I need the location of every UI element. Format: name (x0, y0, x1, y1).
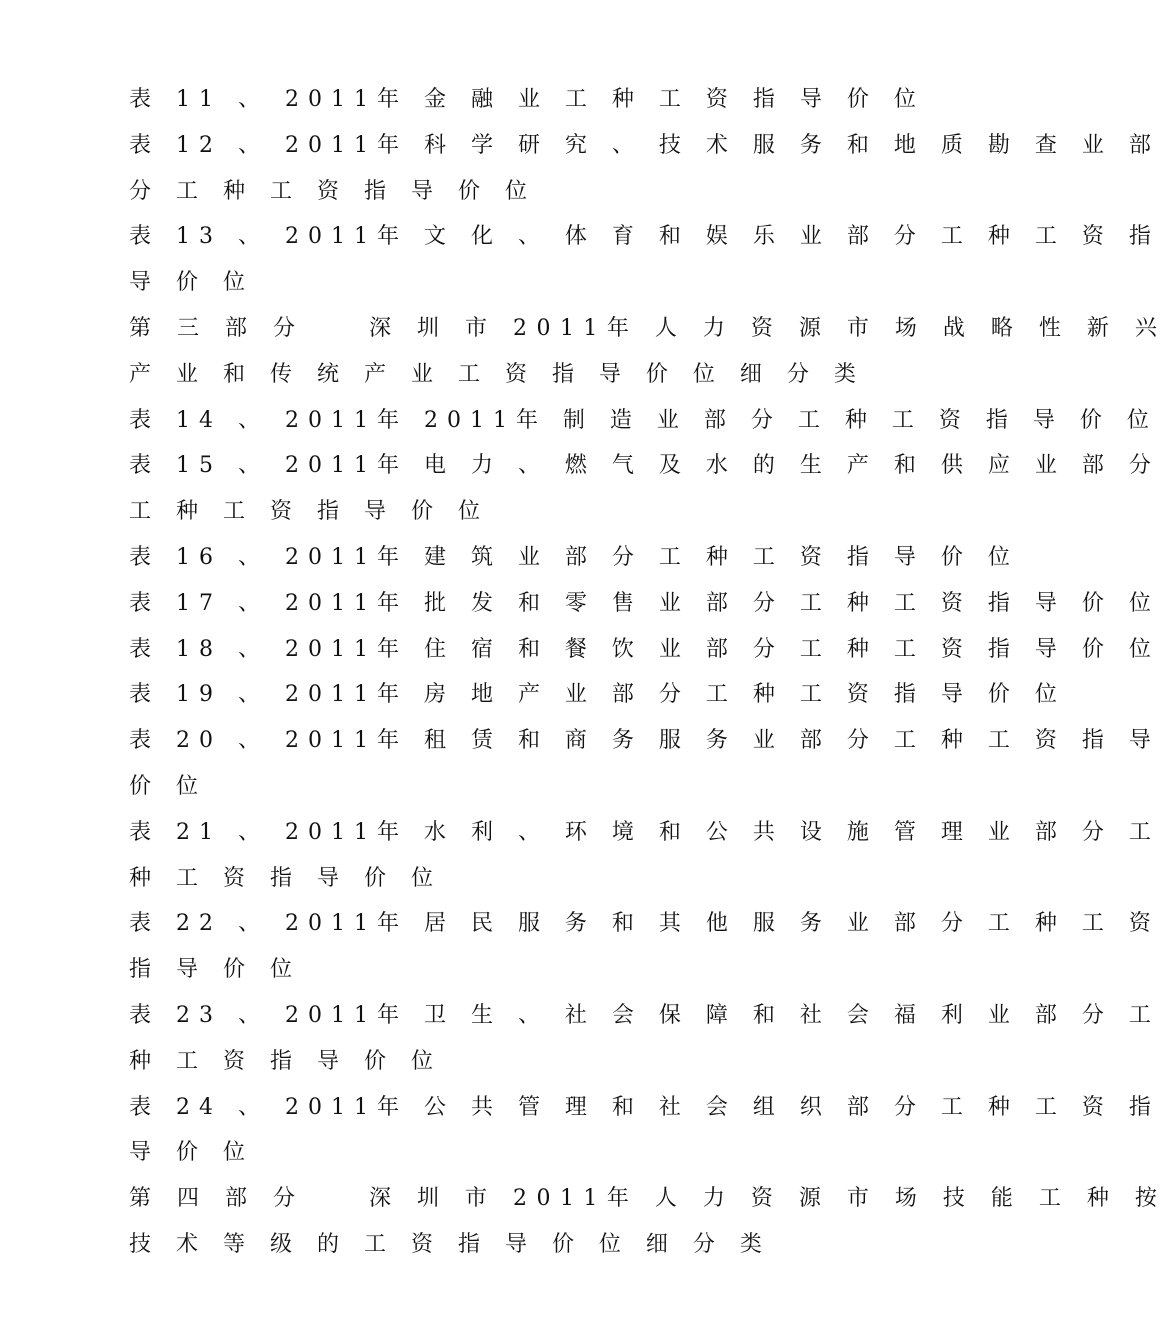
toc-entry-table-14: 表 14 、 2011年 2011年 制 造 业 部 分 工 种 工 资 指 导 价 位 (129, 407, 1158, 433)
toc-entry-table-17: 表 17 、 2011年 批 发 和 零 售 业 部 分 工 种 工 资 指 导 价 位 (129, 590, 1160, 616)
toc-entry-table-13-cont: 导 价 位 (129, 270, 254, 296)
toc-entry-table-24: 表 24 、 2011年 公 共 管 理 和 社 会 组 织 部 分 工 种 工 资 指 (129, 1094, 1160, 1120)
toc-entry-table-23: 表 23 、 2011年 卫 生 、 社 会 保 障 和 社 会 福 利 业 部 分 工 (129, 1002, 1160, 1028)
toc-entry-table-22: 表 22 、 2011年 居 民 服 务 和 其 他 服 务 业 部 分 工 种 工 资 (129, 911, 1160, 937)
toc-part-four-heading: 第 四 部 分 深 圳 市 2011年 人 力 资 源 市 场 技 能 工 种 按 (129, 1186, 1166, 1212)
table-of-contents (129, 77, 1166, 1268)
toc-entry-table-19: 表 19 、 2011年 房 地 产 业 部 分 工 种 工 资 指 导 价 位 (129, 682, 1066, 708)
toc-entry-table-15-cont: 工 种 工 资 指 导 价 位 (129, 499, 489, 525)
toc-entry-table-24-cont: 导 价 位 (129, 1140, 254, 1166)
toc-part-four-heading-cont: 技 术 等 级 的 工 资 指 导 价 位 细 分 类 (129, 1231, 771, 1257)
toc-entry-table-18: 表 18 、 2011年 住 宿 和 餐 饮 业 部 分 工 种 工 资 指 导 价 位 (129, 636, 1160, 662)
toc-part-three-heading-cont: 产 业 和 传 统 产 业 工 资 指 导 价 位 细 分 类 (129, 361, 865, 387)
toc-entry-table-15: 表 15 、 2011年 电 力 、 燃 气 及 水 的 生 产 和 供 应 业 部 分 (129, 453, 1160, 479)
toc-part-three-heading: 第 三 部 分 深 圳 市 2011年 人 力 资 源 市 场 战 略 性 新 兴 (129, 315, 1166, 341)
toc-entry-table-20: 表 20 、 2011年 租 赁 和 商 务 服 务 业 部 分 工 种 工 资 指 导 (129, 728, 1160, 754)
toc-entry-table-11: 表 11 、 2011年 金 融 业 工 种 工 资 指 导 价 位 (129, 87, 925, 112)
toc-entry-table-13: 表 13 、 2011年 文 化 、 体 育 和 娱 乐 业 部 分 工 种 工 资 指 (129, 224, 1160, 250)
toc-entry-table-16: 表 16 、 2011年 建 筑 业 部 分 工 种 工 资 指 导 价 位 (129, 544, 1019, 570)
toc-entry-table-23-cont: 种 工 资 指 导 价 位 (129, 1048, 442, 1074)
toc-entry-table-22-cont: 指 导 价 位 (129, 957, 301, 983)
toc-entry-table-12-cont: 分 工 种 工 资 指 导 价 位 (129, 178, 536, 204)
toc-entry-table-21-cont: 种 工 资 指 导 价 位 (129, 865, 442, 891)
toc-entry-table-12: 表 12 、 2011年 科 学 研 究 、 技 术 服 务 和 地 质 勘 查 业 部 (129, 132, 1160, 158)
toc-entry-table-21: 表 21 、 2011年 水 利 、 环 境 和 公 共 设 施 管 理 业 部 分 工 (129, 819, 1160, 845)
toc-entry-table-20-cont: 价 位 (129, 773, 207, 799)
